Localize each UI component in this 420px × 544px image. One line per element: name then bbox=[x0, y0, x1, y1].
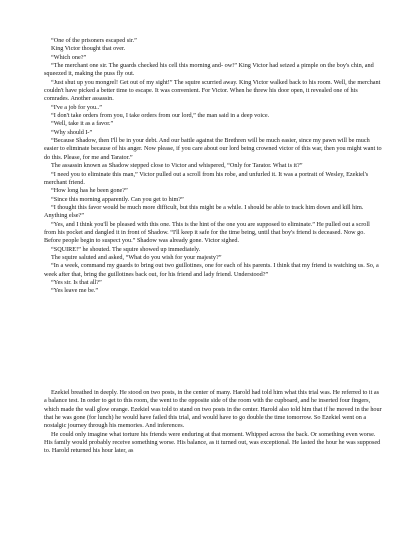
paragraph: “In a week, command my guards to bring out two guillotines, one for each of his parents. I think that my friend is watching us. So, a week after that, bring the guillotines back out, for his friend and lady friend. Understood?” bbox=[44, 262, 379, 278]
paragraph: He could only imagine what torture his friends were enduring at that moment. Whipped across the back. Or something even worse. His family would probably receive something worse. His balance, as it turned out, was exceptional. He lasted the hour he was supposed to. Harold returned his hour later, as bbox=[44, 430, 381, 455]
paragraph: “I thought this favor would be much more difficult, but this might be a while. I should be able to track him down and kill him. Anything else?” bbox=[44, 203, 364, 220]
paragraph: “Which one?” bbox=[51, 53, 87, 61]
paragraph: “How long has he been gone?” bbox=[51, 187, 128, 195]
paragraph: “Yes, and I think you'll be pleased with this one. This is the hint of the one you are supposed to eliminate.” He pulled out a scroll from his pocket and dangled it in front of Shadow. “I'll keep it safe for the time being, until that boy's friend is deceased. Now go. Before people begin to suspect you.” Shadow was already gone. Victor sighed. bbox=[44, 220, 370, 245]
bottom-text-block bbox=[44, 389, 382, 456]
paragraph: “Just shut up you mongrel! Get out of my sight!” The squire scurried away. King Victor walked back to his room. Well, the merchant couldn't have picked a better time to escape. It was convenient. For Victor. When he threw his door open, it revealed one of his comrades. Another assassin. bbox=[44, 78, 381, 103]
paragraph: The squire saluted and asked, “What do you wish for your majesty?” bbox=[51, 253, 222, 261]
paragraph: “The merchant one sir. The guards checked his cell this morning and- ow!” King Victor had seized a pimple on the boy's chin, and squeezed it, making the puss fly out. bbox=[44, 62, 374, 78]
paragraph: “Yes sir. Is that all?” bbox=[51, 278, 102, 286]
paragraph: Ezekiel breathed in deeply. He stood on two posts, in the center of many. Harold had told him what this trial was. He referred to it as a balance test. In order to get to this room, the went to the opposite side of the room with the cupboard, and he inserted four fingers, which made the wall glow orange. Ezekiel was told to stand on two posts in the center. Harold also told him that if he moved in the hour that he was gone (for lunch) he would have failed this trial, and would have to go double the time tomorrow. So Ezekiel went on a nostalgic journey through his memories. And inferences. bbox=[44, 389, 382, 430]
paragraph: “I've a job for you..” bbox=[51, 103, 102, 111]
paragraph: “SQUIRE!” he shouted. The squire showed up immediately. bbox=[51, 245, 201, 253]
paragraph: “Because Shadow, then I'll be in your debt. And our battle against the Brethren will be much easier, since my pawn will be much easier to eliminate because of his anger. Now please, if you care about our lord being crowned victor of this war, then you might want to do this. Please, for me and Tarator.” bbox=[44, 137, 382, 161]
paragraph: “I don't take orders from you, I take orders from our lord,” the man said in a deep voice. bbox=[51, 112, 270, 120]
paragraph: “Well, take it as a favor.” bbox=[51, 120, 114, 128]
paragraph: “I need you to eliminate this man,” Victor pulled out a scroll from his robe, and unfurled it. It was a portrait of Wesley, Ezekiel's merchant friend. bbox=[44, 170, 369, 186]
top-text-block bbox=[44, 37, 382, 296]
paragraph: “Since this morning apparently. Can you get to him?” bbox=[51, 195, 184, 203]
paragraph: The assassin known as Shadow stepped close to Victor and whispered, “Only for Tarator. What is it?” bbox=[51, 162, 303, 170]
paragraph: King Victor thought that over. bbox=[51, 45, 126, 53]
paragraph: “Why should I-” bbox=[51, 128, 93, 136]
paragraph: “Yes leave me be.” bbox=[51, 287, 99, 295]
paragraph: “One of the prisoners escaped sir.” bbox=[51, 37, 137, 44]
